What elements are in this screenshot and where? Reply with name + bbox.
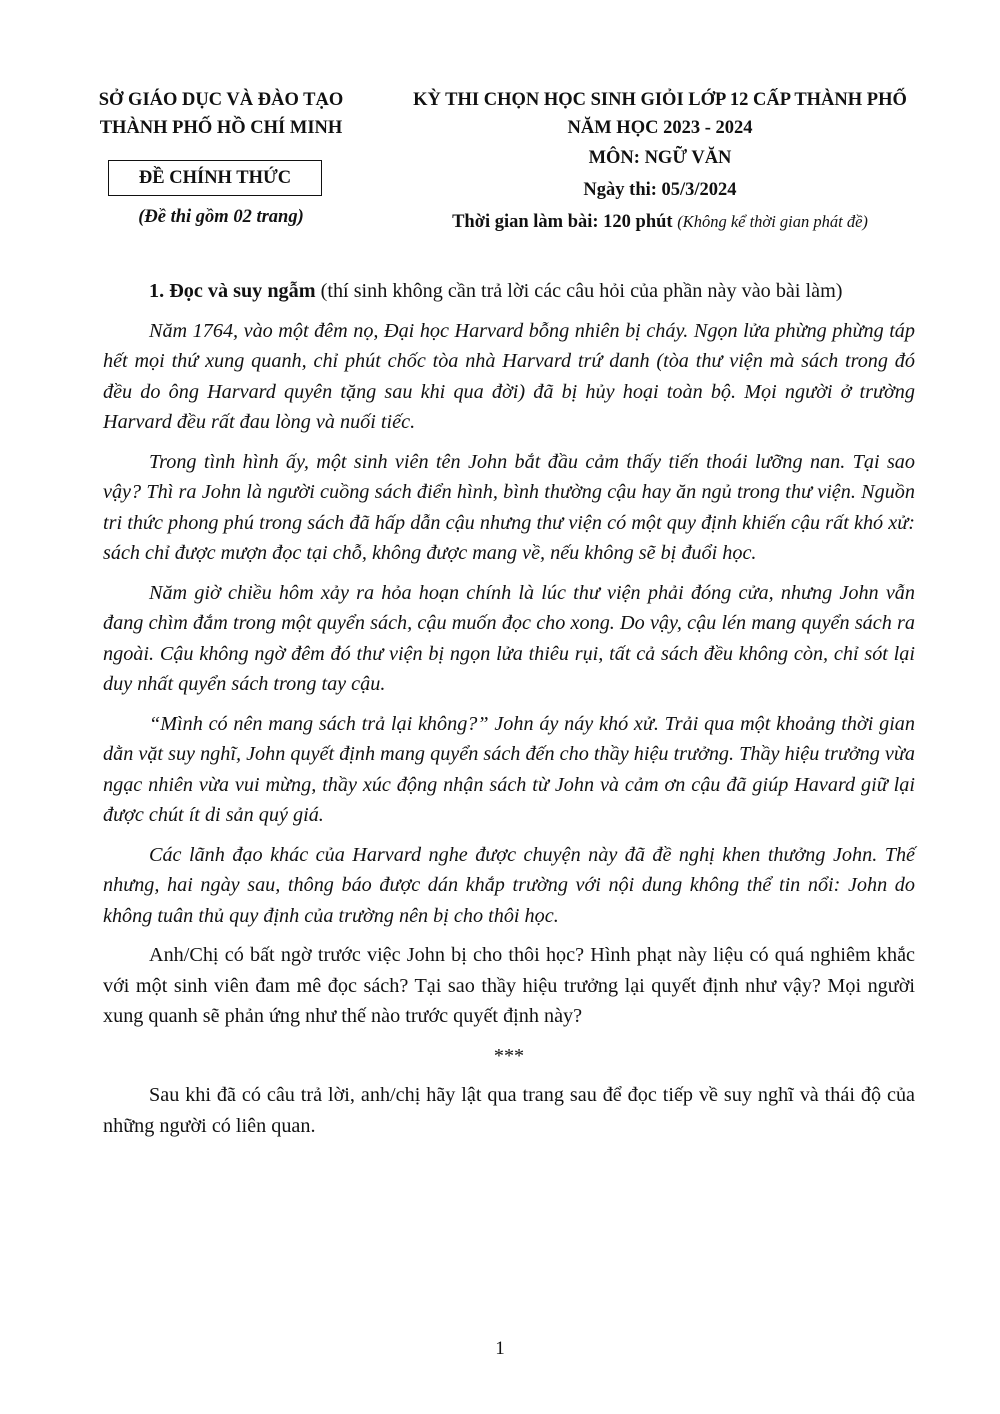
exam-date: Ngày thi: 05/3/2024 — [583, 180, 737, 200]
section-heading — [103, 276, 915, 307]
city-name: THÀNH PHỐ HỒ CHÍ MINH — [99, 118, 343, 138]
time-label: Thời gian làm bài: 120 phút — [452, 212, 673, 232]
exam-header — [410, 86, 910, 238]
section-title: 1. Đọc và suy ngẫm — [149, 280, 316, 302]
separator: *** — [493, 1044, 525, 1067]
time-note: (Không kể thời gian phát đề) — [677, 212, 868, 231]
question-paragraph: Anh/Chị có bất ngờ trước việc John bị cho thôi học? Hình phạt này liệu có quá nghiêm khắc với một sinh viên đam mê đọc sách? Tại sao thầy hiệu trưởng lại quyết định như vậy? Mọi người xung quanh sẽ phản ứng như thế nào trước quyết định này? — [103, 944, 915, 1027]
page-number: 1 — [495, 1338, 505, 1359]
section-instruction: (thí sinh không cần trả lời các câu hỏi của phần này vào bài làm) — [315, 280, 843, 302]
official-exam-label: ĐỀ CHÍNH THỨC — [108, 160, 322, 196]
subject: MÔN: NGỮ VĂN — [588, 148, 732, 168]
story-paragraph: Trong tình hình ấy, một sinh viên tên John bắt đầu cảm thấy tiến thoái lưỡng nan. Tại sao vậy? Thì ra John là người cuồng sách điển hình, bình thường cậu hay ăn ngủ trong thư viện. Nguồn tri thức phong phú trong sách đã hấp dẫn cậu nhưng thư viện có một quy định khiến cậu rất khó xử: sách chỉ được mượn đọc tại chỗ, không được mang về, nếu không sẽ bị đuổi học. — [103, 450, 915, 564]
school-year: NĂM HỌC 2023 - 2024 — [567, 118, 753, 138]
story-paragraph: “Mình có nên mang sách trả lại không?” John áy náy khó xử. Trải qua một khoảng thời gian dằn vặt suy nghĩ, John quyết định mang quyển sách đến cho thầy hiệu trưởng. Thầy hiệu trưởng vừa ngạc nhiên vừa vui mừng, thầy xúc động nhận sách từ John và cảm ơn cậu đã giúp Havard giữ lại được chút ít di sản quý giá. — [103, 712, 915, 826]
story-paragraph: Năm giờ chiều hôm xảy ra hỏa hoạn chính là lúc thư viện phải đóng cửa, nhưng John vẫn đang chìm đắm trong một quyển sách, cậu muốn đọc cho xong. Do vậy, cậu lén mang quyển sách ra ngoài. Cậu không ngờ đêm đó thư viện bị ngọn lửa thiêu rụi, tất cả sách đều không còn, chỉ sót lại duy nhất quyển sách trong tay cậu. — [103, 581, 915, 695]
department-name: SỞ GIÁO DỤC VÀ ĐÀO TẠO — [98, 90, 344, 110]
exam-body — [103, 276, 915, 1150]
exam-title: KỲ THI CHỌN HỌC SINH GIỎI LỚP 12 CẤP THÀNH PHỐ — [413, 90, 907, 110]
story-paragraph: Năm 1764, vào một đêm nọ, Đại học Harvard bỗng nhiên bị cháy. Ngọn lửa phừng phừng táp hết mọi thứ xung quanh, chỉ phút chốc tòa nhà Harvard trứ danh (tòa thư viện mà sách trong đó đều do ông Harvard quyên tặng sau khi qua đời) đã bị hủy hoại toàn bộ. Mọi người ở trường Harvard đều rất đau lòng và nuối tiếc. — [103, 319, 915, 433]
department-header — [62, 86, 380, 142]
exam-duration — [410, 206, 910, 238]
closing-paragraph: Sau khi đã có câu trả lời, anh/chị hãy lật qua trang sau để đọc tiếp về suy nghĩ và thái độ của những người có liên quan. — [103, 1084, 915, 1137]
pages-note: (Đề thi gồm 02 trang) — [138, 207, 304, 227]
story-paragraph: Các lãnh đạo khác của Harvard nghe được chuyện này đã đề nghị khen thưởng John. Thế nhưng, hai ngày sau, thông báo được dán khắp trường với nội dung không thể tin nổi: John do không tuân thủ quy định của trường nên bị cho thôi học. — [103, 843, 915, 927]
